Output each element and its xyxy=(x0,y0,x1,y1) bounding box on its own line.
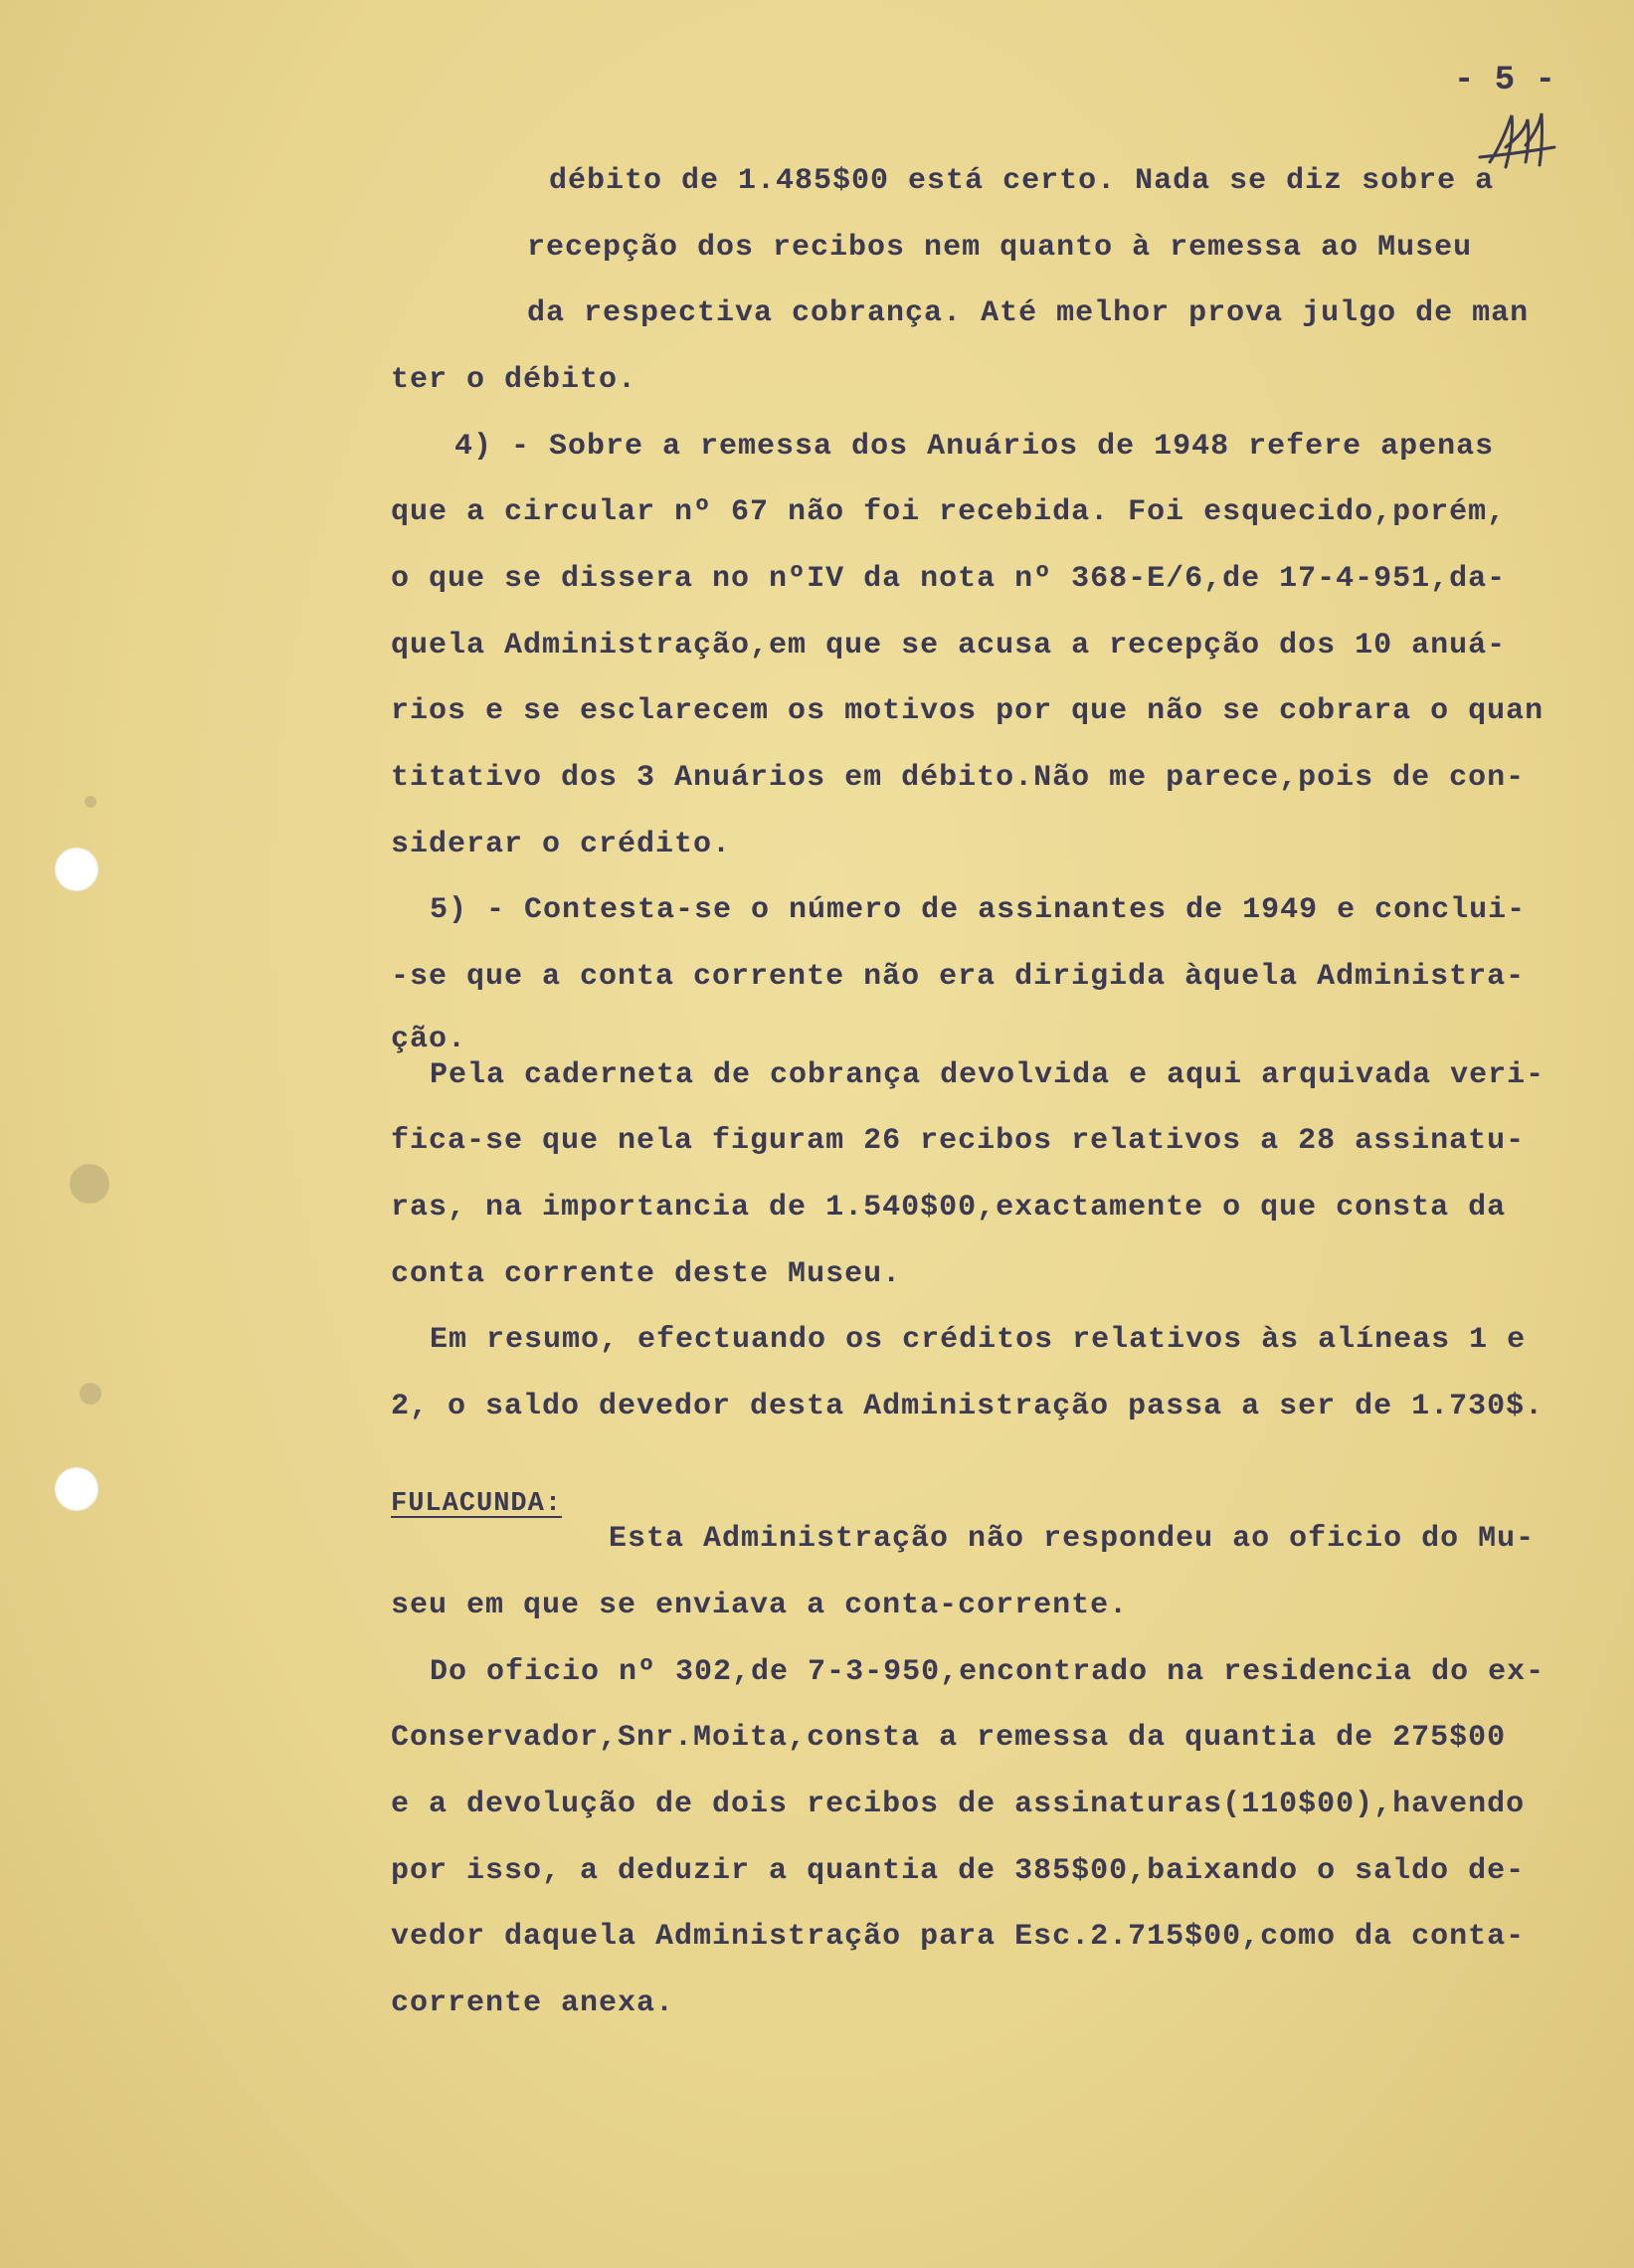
text-line: Do oficio nº 302,de 7-3-950,encontrado na residencia do ex- xyxy=(430,1655,1545,1689)
text-line: 4) - Sobre a remessa dos Anuários de 1948 refere apenas xyxy=(454,430,1495,464)
text-line: fica-se que nela figuram 26 recibos relativos a 28 assinatu- xyxy=(391,1124,1526,1158)
paragraph-p5 xyxy=(0,1323,1634,1522)
text-line: que a circular nº 67 não foi recebida. Foi esquecido,porém, xyxy=(391,495,1507,529)
section-heading: FULACUNDA: xyxy=(391,1489,563,1519)
paragraph-p2 xyxy=(0,406,1634,861)
text-line: Em resumo, efectuando os créditos relativos às alíneas 1 e xyxy=(430,1323,1527,1357)
text-line: corrente anexa. xyxy=(391,1986,675,2020)
text-line: conta corrente deste Museu. xyxy=(391,1257,902,1291)
text-line: Esta Administração não respondeu ao oficio do Mu- xyxy=(609,1522,1536,1556)
text-line: seu em que se enviava a conta-corrente. xyxy=(391,1589,1129,1622)
paragraph-p4 xyxy=(0,1058,1634,1291)
text-line: rios e se esclarecem os motivos por que não se cobrara o quan xyxy=(391,694,1544,728)
text-line: Pela caderneta de cobrança devolvida e aqui arquivada veri- xyxy=(430,1058,1545,1092)
text-line: Conservador,Snr.Moita,consta a remessa da quantia de 275$00 xyxy=(391,1721,1507,1755)
text-line: o que se dissera no nºIV da nota nº 368-E/6,de 17-4-951,da- xyxy=(391,562,1507,596)
text-line: titativo dos 3 Anuários em débito.Não me parece,pois de con- xyxy=(391,761,1526,795)
text-line: ras, na importancia de 1.540$00,exactamente o que consta da xyxy=(391,1191,1507,1225)
text-line: vedor daquela Administração para Esc.2.715$00,como da conta- xyxy=(391,1920,1526,1954)
text-line: recepção dos recibos nem quanto à remessa ao Museu xyxy=(527,231,1473,265)
text-line: quela Administração,em que se acusa a recepção dos 10 anuá- xyxy=(391,629,1507,662)
text-line: -se que a conta corrente não era dirigida àquela Administra- xyxy=(391,960,1526,994)
paragraph-p7 xyxy=(0,1655,1634,2165)
text-line: siderar o crédito. xyxy=(391,828,732,861)
text-line: da respectiva cobrança. Até melhor prova julgo de man xyxy=(527,296,1530,330)
page-number: - 5 - xyxy=(1454,62,1556,99)
text-line: ção. xyxy=(391,1023,467,1056)
text-line: ter o débito. xyxy=(391,363,637,397)
text-line: débito de 1.485$00 está certo. Nada se diz sobre a xyxy=(549,164,1495,198)
text-line: 5) - Contesta-se o número de assinantes de 1949 e conclui- xyxy=(430,893,1527,927)
text-line: e a devolução de dois recibos de assinaturas(110$00),havendo xyxy=(391,1788,1526,1821)
text-line: 2, o saldo devedor desta Administração passa a ser de 1.730$. xyxy=(391,1390,1544,1423)
text-line: por isso, a deduzir a quantia de 385$00,baixando o saldo de- xyxy=(391,1854,1526,1888)
paragraph-p1 xyxy=(0,101,1634,397)
paragraph-p3 xyxy=(0,812,1634,1056)
paragraph-p6 xyxy=(0,1489,1634,1793)
